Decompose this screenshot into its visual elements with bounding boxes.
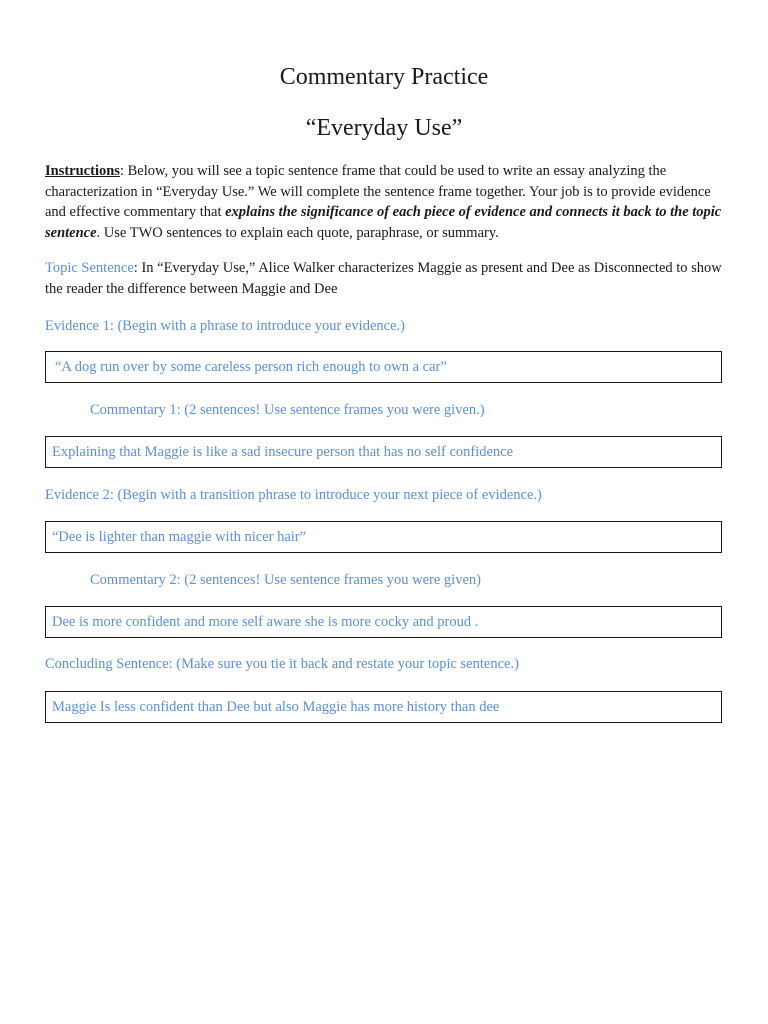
- page-title: Commentary Practice: [279, 64, 489, 90]
- evidence-2-answer-box[interactable]: “Dee is lighter than maggie with nicer hair”: [45, 521, 722, 553]
- instructions-text-2: . Use TWO sentences to explain each quote, paraphrase, or summary.: [96, 224, 499, 241]
- evidence-2-prompt: Evidence 2: (Begin with a transition phrase to introduce your next piece of evidence.): [45, 487, 542, 503]
- instructions-paragraph: [45, 161, 725, 243]
- commentary-1-prompt: Commentary 1: (2 sentences! Use sentence frames you were given.): [90, 402, 485, 418]
- topic-colon: :: [133, 260, 142, 276]
- instructions-label: Instructions: [45, 163, 120, 179]
- commentary-1-answer-box[interactable]: Explaining that Maggie is like a sad insecure person that has no self confidence: [45, 436, 722, 468]
- topic-label: Topic Sentence: [45, 260, 134, 276]
- topic-sentence: [45, 258, 725, 299]
- evidence-1-answer-box[interactable]: “A dog run over by some careless person rich enough to own a car”: [45, 351, 722, 383]
- concluding-sentence-prompt: Concluding Sentence: (Make sure you tie it back and restate your topic sentence.): [45, 656, 519, 672]
- instructions-emphasis: explains the significance of each piece of evidence and connects it back to the topic sentence: [45, 204, 722, 241]
- instructions-text-1: : Below, you will see a topic sentence frame that could be used to write an essay analyzing the characterization in “Everyday Use.” We will complete the sentence frame together. Your job is to provide evidence and effective commentary that: [45, 163, 711, 220]
- commentary-2-answer-box[interactable]: Dee is more confident and more self aware she is more cocky and proud .: [45, 606, 722, 638]
- topic-text: In “Everyday Use,” Alice Walker characterizes Maggie as present and Dee as Disconnected to show the reader the difference between Maggie and Dee: [45, 260, 722, 297]
- concluding-sentence-answer-box[interactable]: Maggie Is less confident than Dee but also Maggie has more history than dee: [45, 691, 722, 723]
- commentary-2-prompt: Commentary 2: (2 sentences! Use sentence frames you were given): [90, 572, 481, 588]
- page-subtitle: “Everyday Use”: [305, 115, 463, 141]
- evidence-1-prompt: Evidence 1: (Begin with a phrase to introduce your evidence.): [45, 318, 405, 334]
